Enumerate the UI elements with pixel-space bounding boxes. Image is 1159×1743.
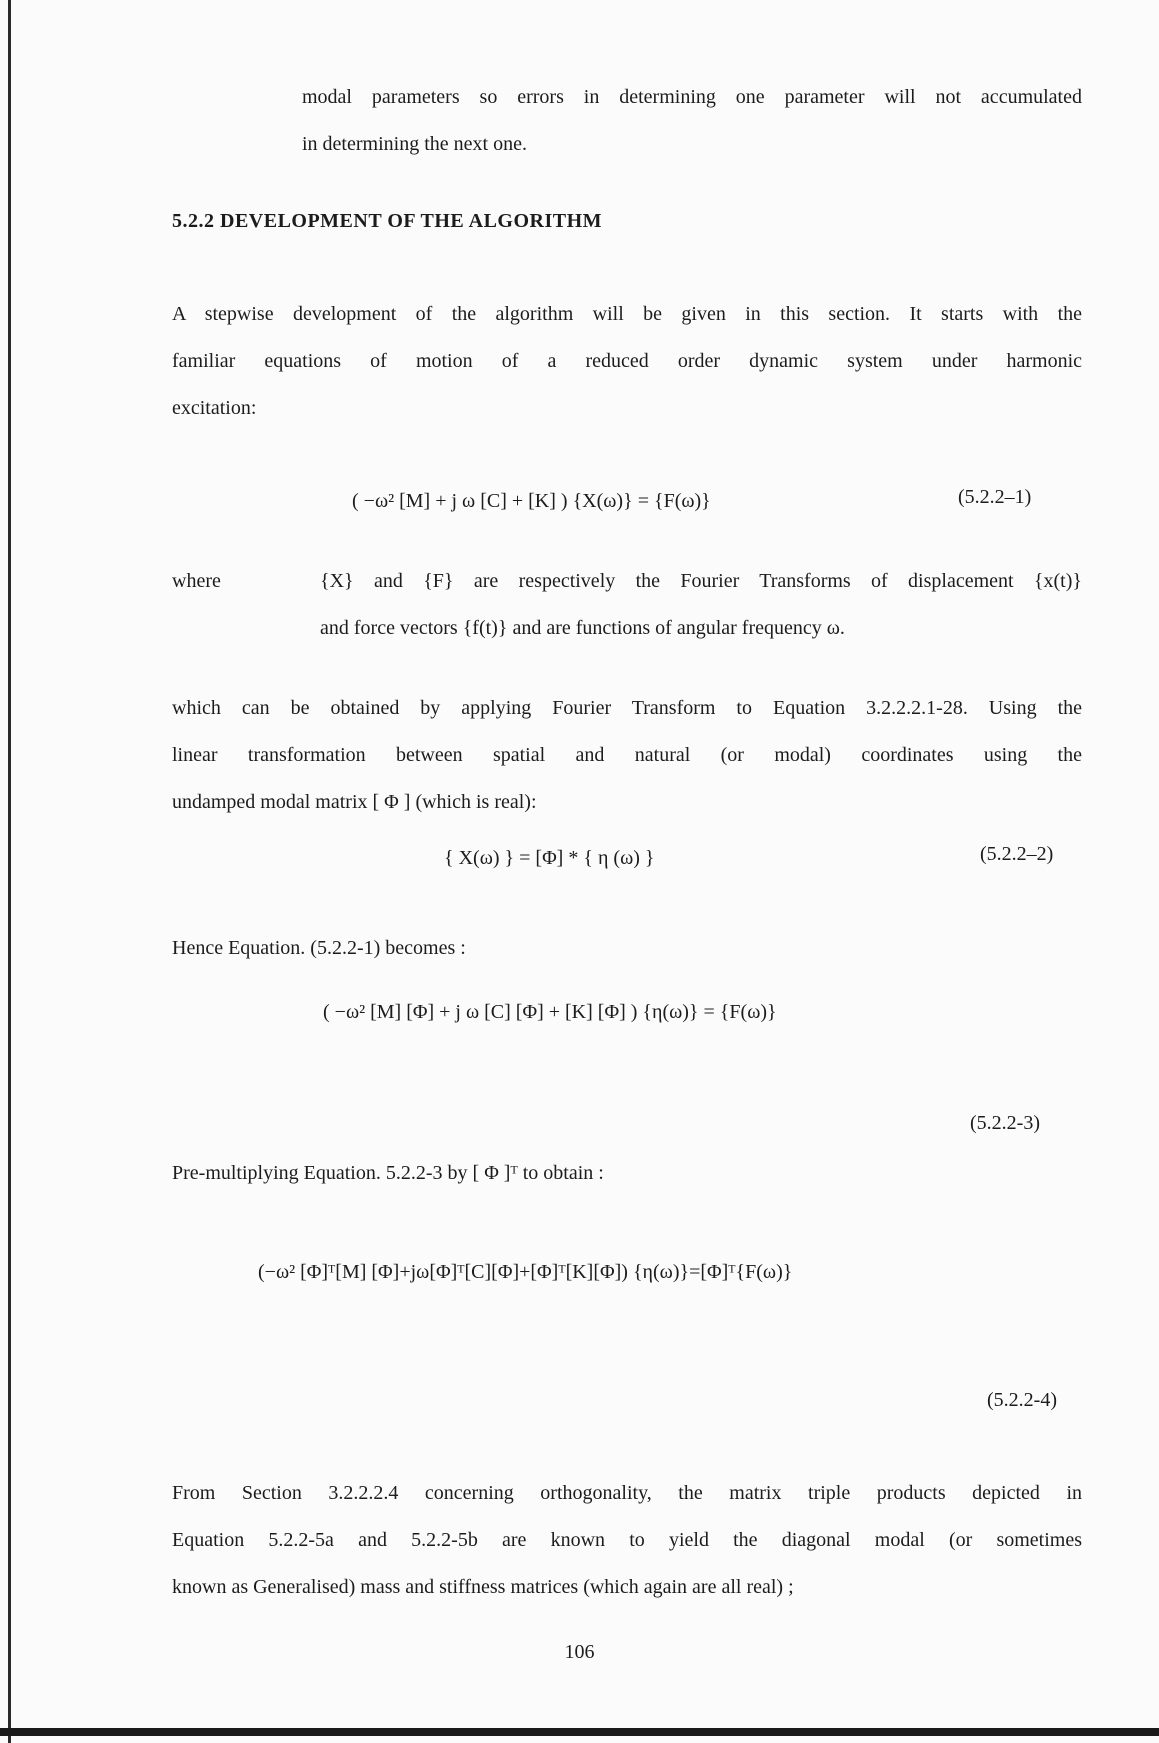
equation-1: ( −ω² [M] + j ω [C] + [K] ) {X(ω)} = {F(ω)} (352, 490, 711, 512)
text-line: From Section 3.2.2.2.4 concerning orthogonality, the matrix triple products depicted in (172, 1482, 1082, 1504)
text-line: excitation: (172, 397, 257, 419)
text-line: known as Generalised) mass and stiffness matrices (which again are all real) ; (172, 1576, 794, 1598)
text-line: linear transformation between spatial and natural (or modal) coordinates using the (172, 744, 1082, 766)
text-line: in determining the next one. (302, 133, 527, 155)
text-line: modal parameters so errors in determining one parameter will not accumulated (302, 86, 1082, 108)
equation-3-number: (5.2.2-3) (970, 1112, 1040, 1134)
text-line: Equation 5.2.2-5a and 5.2.2-5b are known to yield the diagonal modal (or sometimes (172, 1529, 1082, 1551)
paragraph-3: Hence Equation. (5.2.2-1) becomes : (172, 937, 466, 959)
text-line: undamped modal matrix [ Φ ] (which is real): (172, 791, 537, 813)
page-bottom-border (0, 1728, 1159, 1736)
equation-4-number: (5.2.2-4) (987, 1389, 1057, 1411)
equation-4: (−ω² [Φ]ᵀ[M] [Φ]+jω[Φ]ᵀ[C][Φ]+[Φ]ᵀ[K][Φ]) {η(ω)}=[Φ]ᵀ{F(ω)} (258, 1261, 793, 1283)
section-heading: 5.2.2 DEVELOPMENT OF THE ALGORITHM (172, 210, 603, 232)
text-line: and force vectors {f(t)} and are functions of angular frequency ω. (320, 617, 845, 639)
paragraph-4: Pre-multiplying Equation. 5.2.2-3 by [ Φ ]ᵀ to obtain : (172, 1162, 604, 1184)
text-line: which can be obtained by applying Fourier Transform to Equation 3.2.2.2.1-28. Using the (172, 697, 1082, 719)
where-description (320, 558, 1082, 652)
equation-3: ( −ω² [M] [Φ] + j ω [C] [Φ] + [K] [Φ] ) {η(ω)} = {F(ω)} (323, 1001, 777, 1023)
paragraph-5 (172, 1470, 1082, 1611)
equation-2-number: (5.2.2–2) (980, 843, 1054, 865)
equation-1-number: (5.2.2–1) (958, 486, 1032, 508)
text-line: A stepwise development of the algorithm will be given in this section. It starts with the (172, 303, 1082, 325)
equation-2: { X(ω) } = [Φ] * { η (ω) } (444, 847, 655, 869)
paragraph-2 (172, 685, 1082, 826)
page-number: 106 (564, 1641, 595, 1663)
paragraph-1 (172, 291, 1082, 432)
text-line: {X} and {F} are respectively the Fourier Transforms of displacement {x(t)} (320, 570, 1082, 592)
text-line: familiar equations of motion of a reduced order dynamic system under harmonic (172, 350, 1082, 372)
where-label: where (172, 570, 221, 592)
page-left-border (8, 0, 11, 1743)
intro-paragraph (302, 74, 1082, 168)
